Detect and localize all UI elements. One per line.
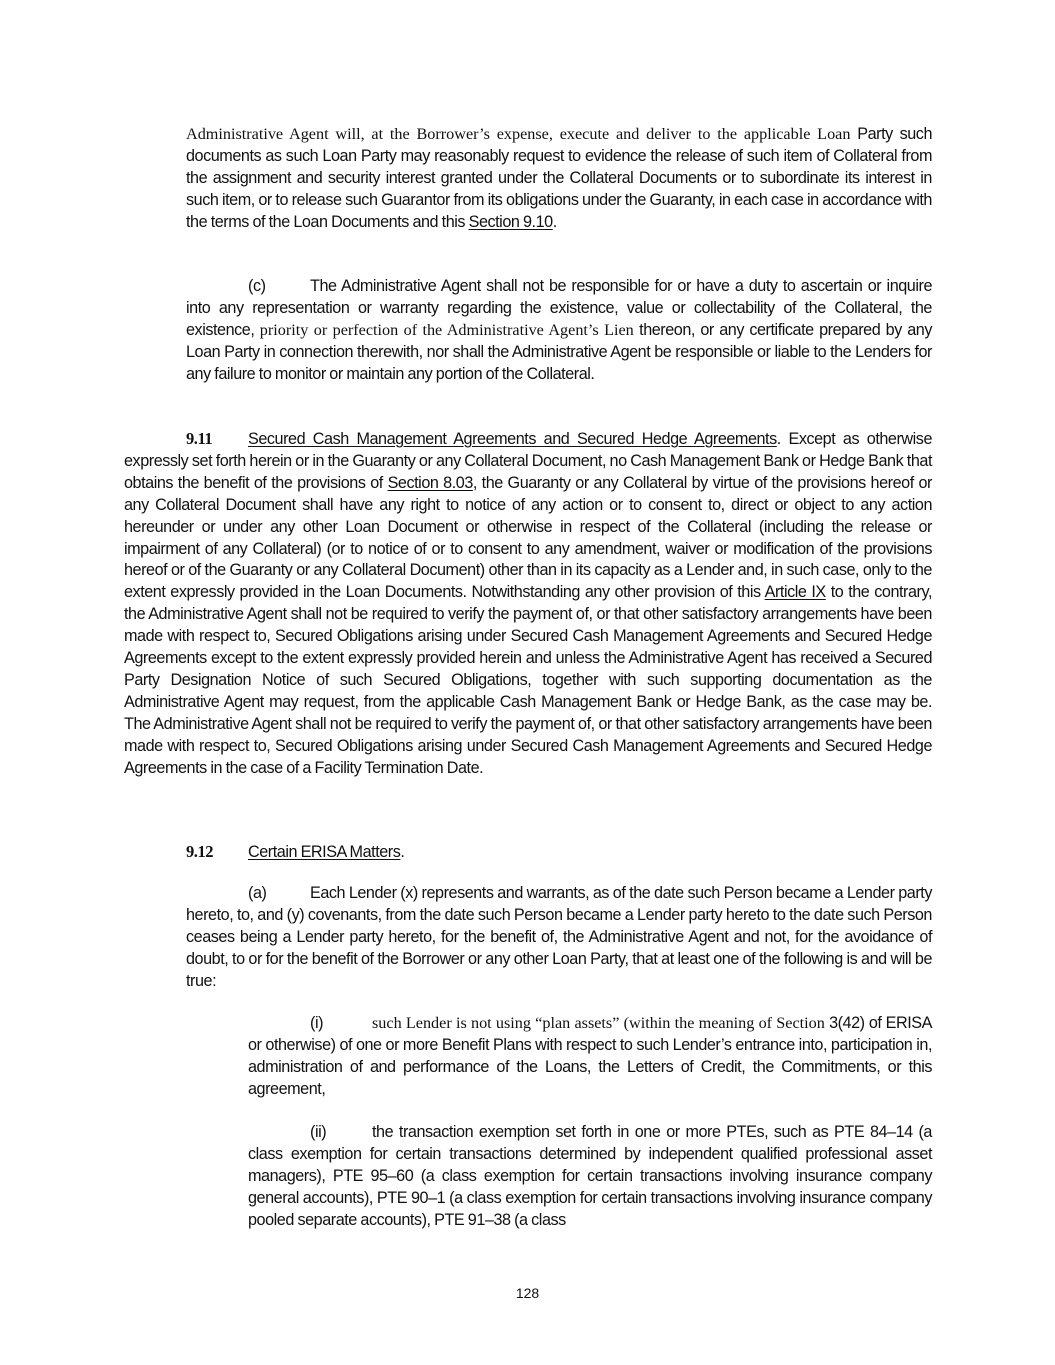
text: Administrative Agent will, at the Borrower’s expense, execute and deliver to the applicable Loan (186, 125, 851, 143)
text: thereon, or any certificate prepared by any Loan Party in connection therewith, nor shall the Administrative Agent be responsible or liable to the Lenders for any failure to monitor or maintain any portion of the Collateral. (186, 320, 932, 383)
paragraph-release (186, 124, 932, 234)
paragraph-a (186, 883, 932, 993)
section-9-10-link[interactable]: Section 9.10 (468, 212, 553, 231)
section-number: 9.12 (186, 842, 214, 861)
section-number: 9.11 (186, 429, 213, 448)
page-number: 128 (515, 1285, 540, 1301)
text: such Lender is not using “plan assets” (within the meaning of Section (372, 1014, 825, 1032)
text: . (400, 843, 405, 861)
article-ix-link[interactable]: Article IX (764, 583, 826, 602)
text: . Except as otherwise expressly set forth herein or in the Guaranty or any Collateral Document, no Cash Management Bank or Hedge Bank that obtains the benefit of the provisions of (124, 430, 933, 492)
paragraph-c (186, 276, 932, 386)
section-title: Secured Cash Management Agreements and Secured Hedge Agreements (248, 430, 777, 448)
section-9-11 (124, 428, 932, 780)
text: The Administrative Agent shall not be responsible for or have a duty to ascertain or inquire into any representation or warranty regarding the existence, value or collectability of the Collateral, the existence, (186, 277, 932, 339)
text: 3(42) of ERISA or otherwise) of one or more Benefit Plans with respect to such Lender’s entrance into, participation in, administration of and performance of the Loans, the Letters of Credit, the Commitments, or this agreement, (248, 1014, 932, 1098)
text: Party such documents as such Loan Party may reasonably request to evidence the release of such item of Collateral from the assignment and security interest granted under the Collateral Documents or to subordinate its interest in such item, or to release such Guarantor from its obligations under the Guaranty, in each case in accordance with the terms of the Loan Documents and this (186, 125, 932, 231)
clause-label: (i) (310, 1014, 324, 1032)
text: the transaction exemption set forth in one or more PTEs, such as PTE 84–14 (a class exemption for certain transactions determined by independent qualified professional asset managers), PTE 95–60 (a class exemption for certain transactions involving insurance company general accounts), PTE 90–1 (a class exemption for certain transactions involving insurance company pooled separate accounts), PTE 91–38 (a class (248, 1123, 932, 1229)
clause-label: (c) (248, 277, 266, 295)
text: priority or perfection of the Administrative Agent’s Lien (259, 320, 634, 339)
paragraph-ii (248, 1122, 932, 1232)
text: Each Lender (x) represents and warrants, as of the date such Person became a Lender party hereto, to, and (y) covenants, from the date such Person became a Lender party hereto to the date such Person ceases being a Lender party hereto, for the benefit of, the Administrative Agent and not, for the avoidance of doubt, to or for the benefit of the Borrower or any other Loan Party, that at least one of the following is and will be true: (186, 884, 932, 990)
section-title: Certain ERISA Matters (248, 843, 401, 861)
paragraph-i (248, 1013, 932, 1101)
section-8-03-link[interactable]: Section 8.03 (387, 473, 473, 492)
text: . (552, 212, 557, 231)
text: , the Guaranty or any Collateral by virtue of the provisions hereof or any Collateral Document shall have any right to notice of any action or to consent to, direct or object to any action hereunder or under any other Loan Document or otherwise in respect of the Collateral (including the release or impairment of any Collateral) (or to notice of or to consent to any amendment, waiver or modification of the provisions hereof or of the Guaranty or any Collateral Document) other than in its capacity as a Lender and, in such case, only to the extent expressly provided in the Loan Documents. Notwithstanding any other provision of this (124, 473, 932, 602)
clause-label: (a) (248, 884, 267, 902)
clause-label: (ii) (310, 1123, 327, 1141)
text: to the contrary, the Administrative Agent shall not be required to verify the payment of, or that other satisfactory arrangements have been made with respect to, Secured Obligations arising under Secured Cash Management Agreements and Secured Hedge Agreements except to the extent expressly provided herein and unless the Administrative Agent has received a Secured Party Designation Notice of such Secured Obligations, together with such supporting documentation as the Administrative Agent may request, from the applicable Cash Management Bank or Hedge Bank, as the case may be. The Administrative Agent shall not be required to verify the payment of, or that other satisfactory arrangements have been made with respect to, Secured Obligations arising under Secured Cash Management Agreements and Secured Hedge Agreements in the case of a Facility Termination Date. (124, 583, 932, 777)
section-9-12-heading (186, 841, 932, 864)
